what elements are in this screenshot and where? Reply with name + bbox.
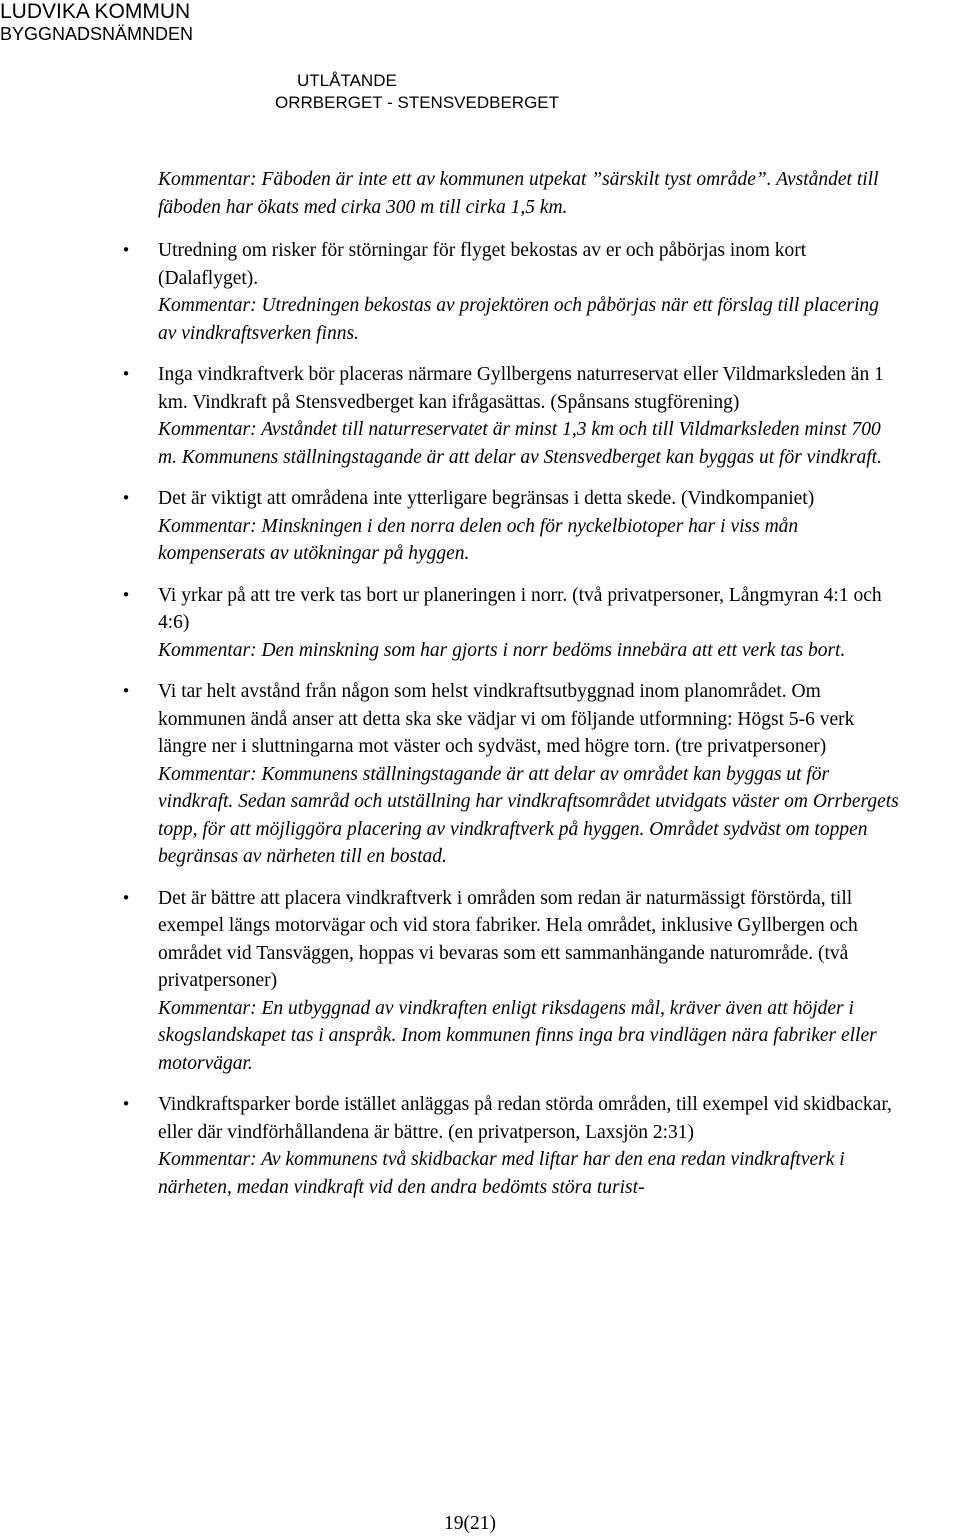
item-statement: Vindkraftsparker borde istället anläggas på redan störda områden, till exempel vid skidbackar, eller där vindförhållandena är bättre. (en privatperson, Laxsjön 2:31) [158,1094,892,1143]
item-comment: Kommentar: Fäboden är inte ett av kommunen utpekat ”särskilt tyst område”. Avståndet till fäboden har ökats med cirka 300 m till cirka 1,5 km. [158,169,879,218]
item-comment: Kommentar: Den minskning som har gjorts i norr bedöms innebära att ett verk tas bort. [158,639,846,661]
organization-header [0,0,193,45]
bullet-icon: • [121,241,131,259]
list-item [121,1091,900,1201]
item-comment: Kommentar: En utbyggnad av vindkraften enligt riksdagens mål, kräver även att höjder i skogslandskapet tas i anspråk. Inom kommunen finns inga bra vindlägen nära fabriker eller motorvägar. [158,997,877,1074]
list-item [121,582,900,665]
item-statement: Vi tar helt avstånd från någon som helst vindkraftsutbyggnad inom planområdet. Om kommunen ändå anser att detta ska ske vädjar vi om följande utformning: Högst 5-6 verk längre ner i sluttningarna mot väster och sydväst, med högre torn. (tre privatpersoner) [158,681,855,757]
item-statement: Utredning om risker för störningar för flyget bekostas av er och påbörjas inom kort (Dalaflyget). [158,240,807,289]
bullet-icon: • [121,1095,131,1113]
continued-item [158,166,900,221]
item-comment: Kommentar: Avståndet till naturreservatet är minst 1,3 km och till Vildmarksleden minst 700 m. Kommunens ställningstagande är att delar av Stensvedberget kan byggas ut för vindkraft. [158,419,882,468]
list-item [121,678,900,871]
document-type: UTLÅTANDE [297,71,397,90]
item-statement: Vi yrkar på att tre verk tas bort ur planeringen i norr. (två privatpersoner, Långmyran 4:1 och 4:6) [158,584,882,633]
department-name: BYGGNADSNÄMNDEN [0,24,194,45]
item-comment: Kommentar: Minskningen i den norra delen och för nyckelbiotoper har i viss mån kompenserats av utökningar på hyggen. [158,515,799,564]
item-comment: Kommentar: Utredningen bekostas av projektören och påbörjas när ett förslag till placering av vindkraftsverken finns. [158,295,879,344]
document-body [121,166,900,1215]
bullet-icon: • [121,682,131,700]
bullet-icon: • [121,585,131,604]
item-statement: Det är bättre att placera vindkraftverk i områden som redan är naturmässigt förstörda, till exempel längs motorvägar och vid stora fabriker. Hela området, inklusive Gyllbergen och området vid Tansväggen, hoppas vi bevaras som ett sammanhängande naturområde. (två privatpersoner) [158,887,858,991]
item-statement: Det är viktigt att områdena inte ytterligare begränsas i detta skede. (Vindkompaniet) [158,488,815,509]
list-item [121,361,900,471]
bullet-icon: • [121,888,131,907]
item-comment: Kommentar: Kommunens ställningstagande är att delar av området kan byggas ut för vindkraft. Sedan samråd och utställning har vindkraftsområdet utvidgats väster om Orrbergets topp, för att möjliggöra placering av vindkraftverk på hyggen. Området sydväst om toppen begränsas av närheten till en bostad. [158,763,899,867]
list-item [121,885,900,1078]
list-item [121,237,900,347]
list-item [121,485,900,568]
document-header [275,70,559,114]
item-comment: Kommentar: Av kommunens två skidbackar med liftar har den ena redan vindkraftverk i närheten, medan vindkraft vid den andra bedömts störa turist- [158,1149,845,1198]
organization-name: LUDVIKA KOMMUN [0,0,191,23]
document-subject: ORRBERGET - STENSVEDBERGET [275,93,560,113]
item-statement: Inga vindkraftverk bör placeras närmare Gyllbergens naturreservat eller Vildmarksleden än 1 km. Vindkraft på Stensvedberget kan ifrågasättas. (Spånsans stugförening) [158,364,884,413]
page-number: 19(21) [444,1513,496,1534]
bullet-icon: • [121,489,131,507]
bullet-icon: • [121,365,131,383]
